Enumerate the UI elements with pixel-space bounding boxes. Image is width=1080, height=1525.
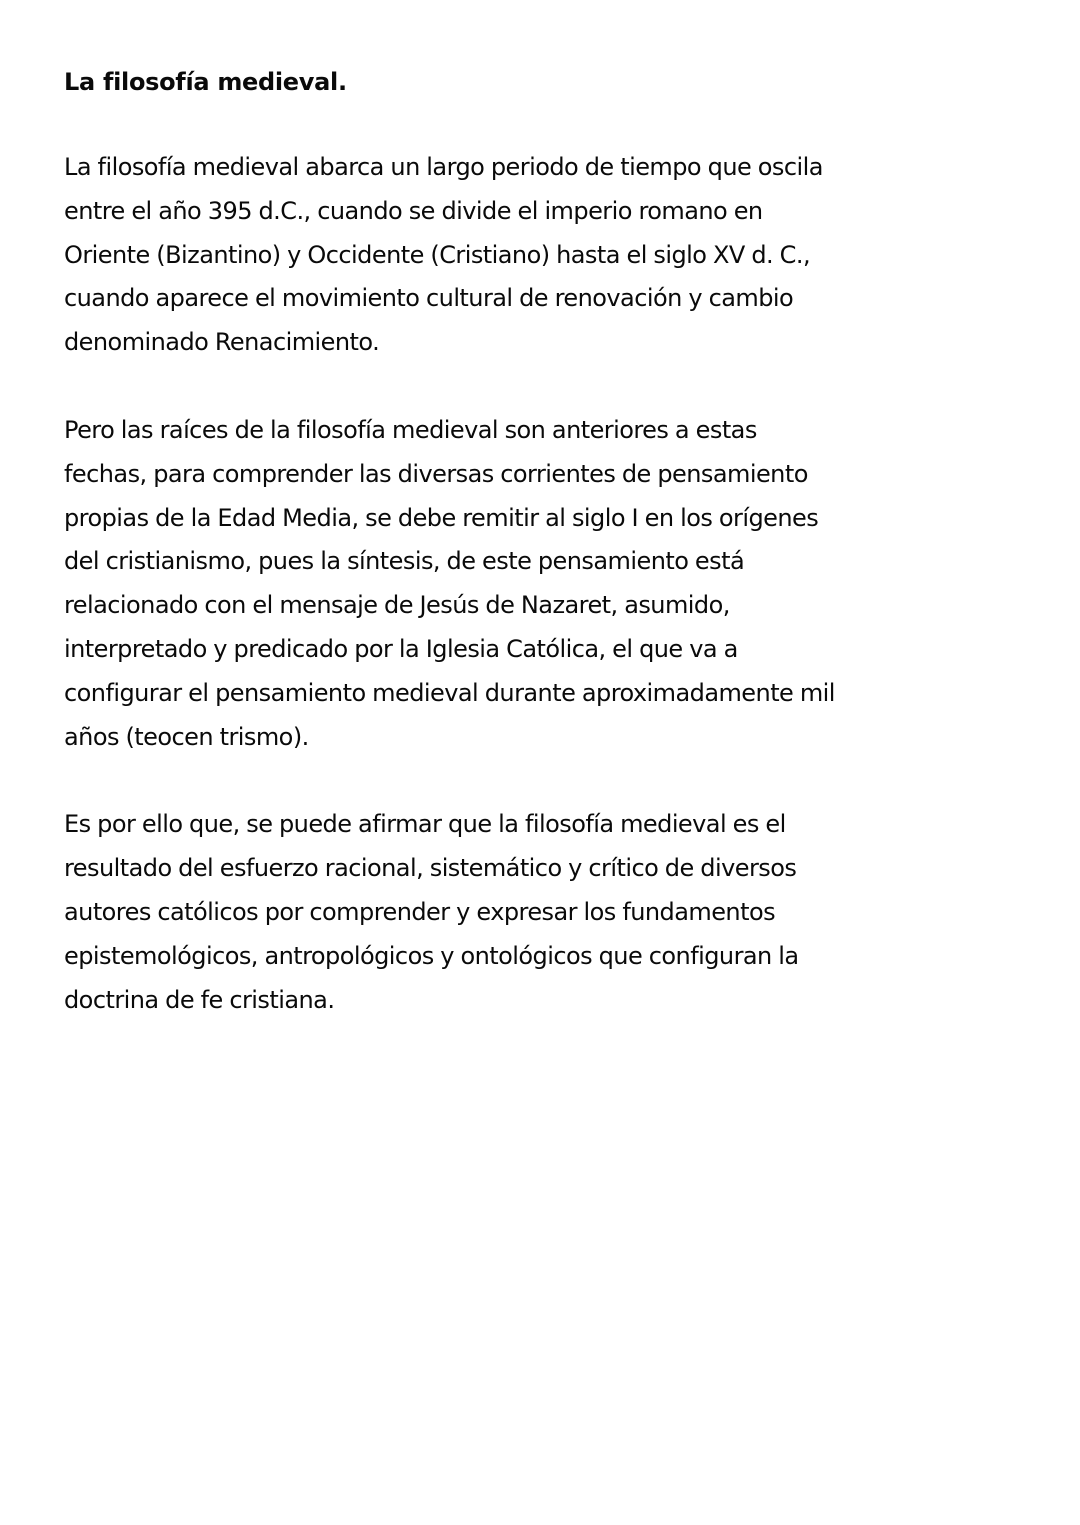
text-line: doctrina de fe cristiana. [64, 985, 335, 1014]
text-line: cuando aparece el movimiento cultural de renovación y cambio [64, 284, 794, 313]
text-line: La filosofía medieval abarca un largo periodo de tiempo que oscila [64, 153, 823, 181]
text-line: resultado del esfuerzo racional, sistemático y crítico de diversos [64, 854, 797, 883]
text-line: años (teocen trismo). [64, 722, 309, 751]
text-line: propias de la Edad Media, se debe remitir al siglo I en los orígenes [64, 503, 819, 532]
text-line: configurar el pensamiento medieval durante aproximadamente mil [64, 678, 835, 707]
text-line: epistemológicos, antropológicos y ontológicos que configuran la [64, 941, 799, 970]
paragraph-1 [64, 146, 964, 365]
text-line: Pero las raíces de la filosofía medieval son anteriores a estas [64, 415, 757, 444]
paragraph-2 [64, 409, 964, 759]
text-line: interpretado y predicado por la Iglesia Católica, el que va a [64, 634, 738, 663]
document-title: La filosofía medieval. [64, 68, 347, 96]
text-line: entre el año 395 d.C., cuando se divide el imperio romano en [64, 196, 763, 225]
text-line: Oriente (Bizantino) y Occidente (Cristiano) hasta el siglo XV d. C., [64, 240, 811, 269]
text-line: fechas, para comprender las diversas corrientes de pensamiento [64, 459, 808, 488]
paragraph-3 [64, 803, 964, 1022]
text-line: del cristianismo, pues la síntesis, de este pensamiento está [64, 547, 745, 576]
text-line: relacionado con el mensaje de Jesús de Nazaret, asumido, [64, 591, 730, 620]
text-line: Es por ello que, se puede afirmar que la filosofía medieval es el [64, 810, 786, 839]
text-line: autores católicos por comprender y expresar los fundamentos [64, 897, 776, 926]
text-line: denominado Renacimiento. [64, 328, 380, 357]
document-page [64, 62, 964, 1066]
